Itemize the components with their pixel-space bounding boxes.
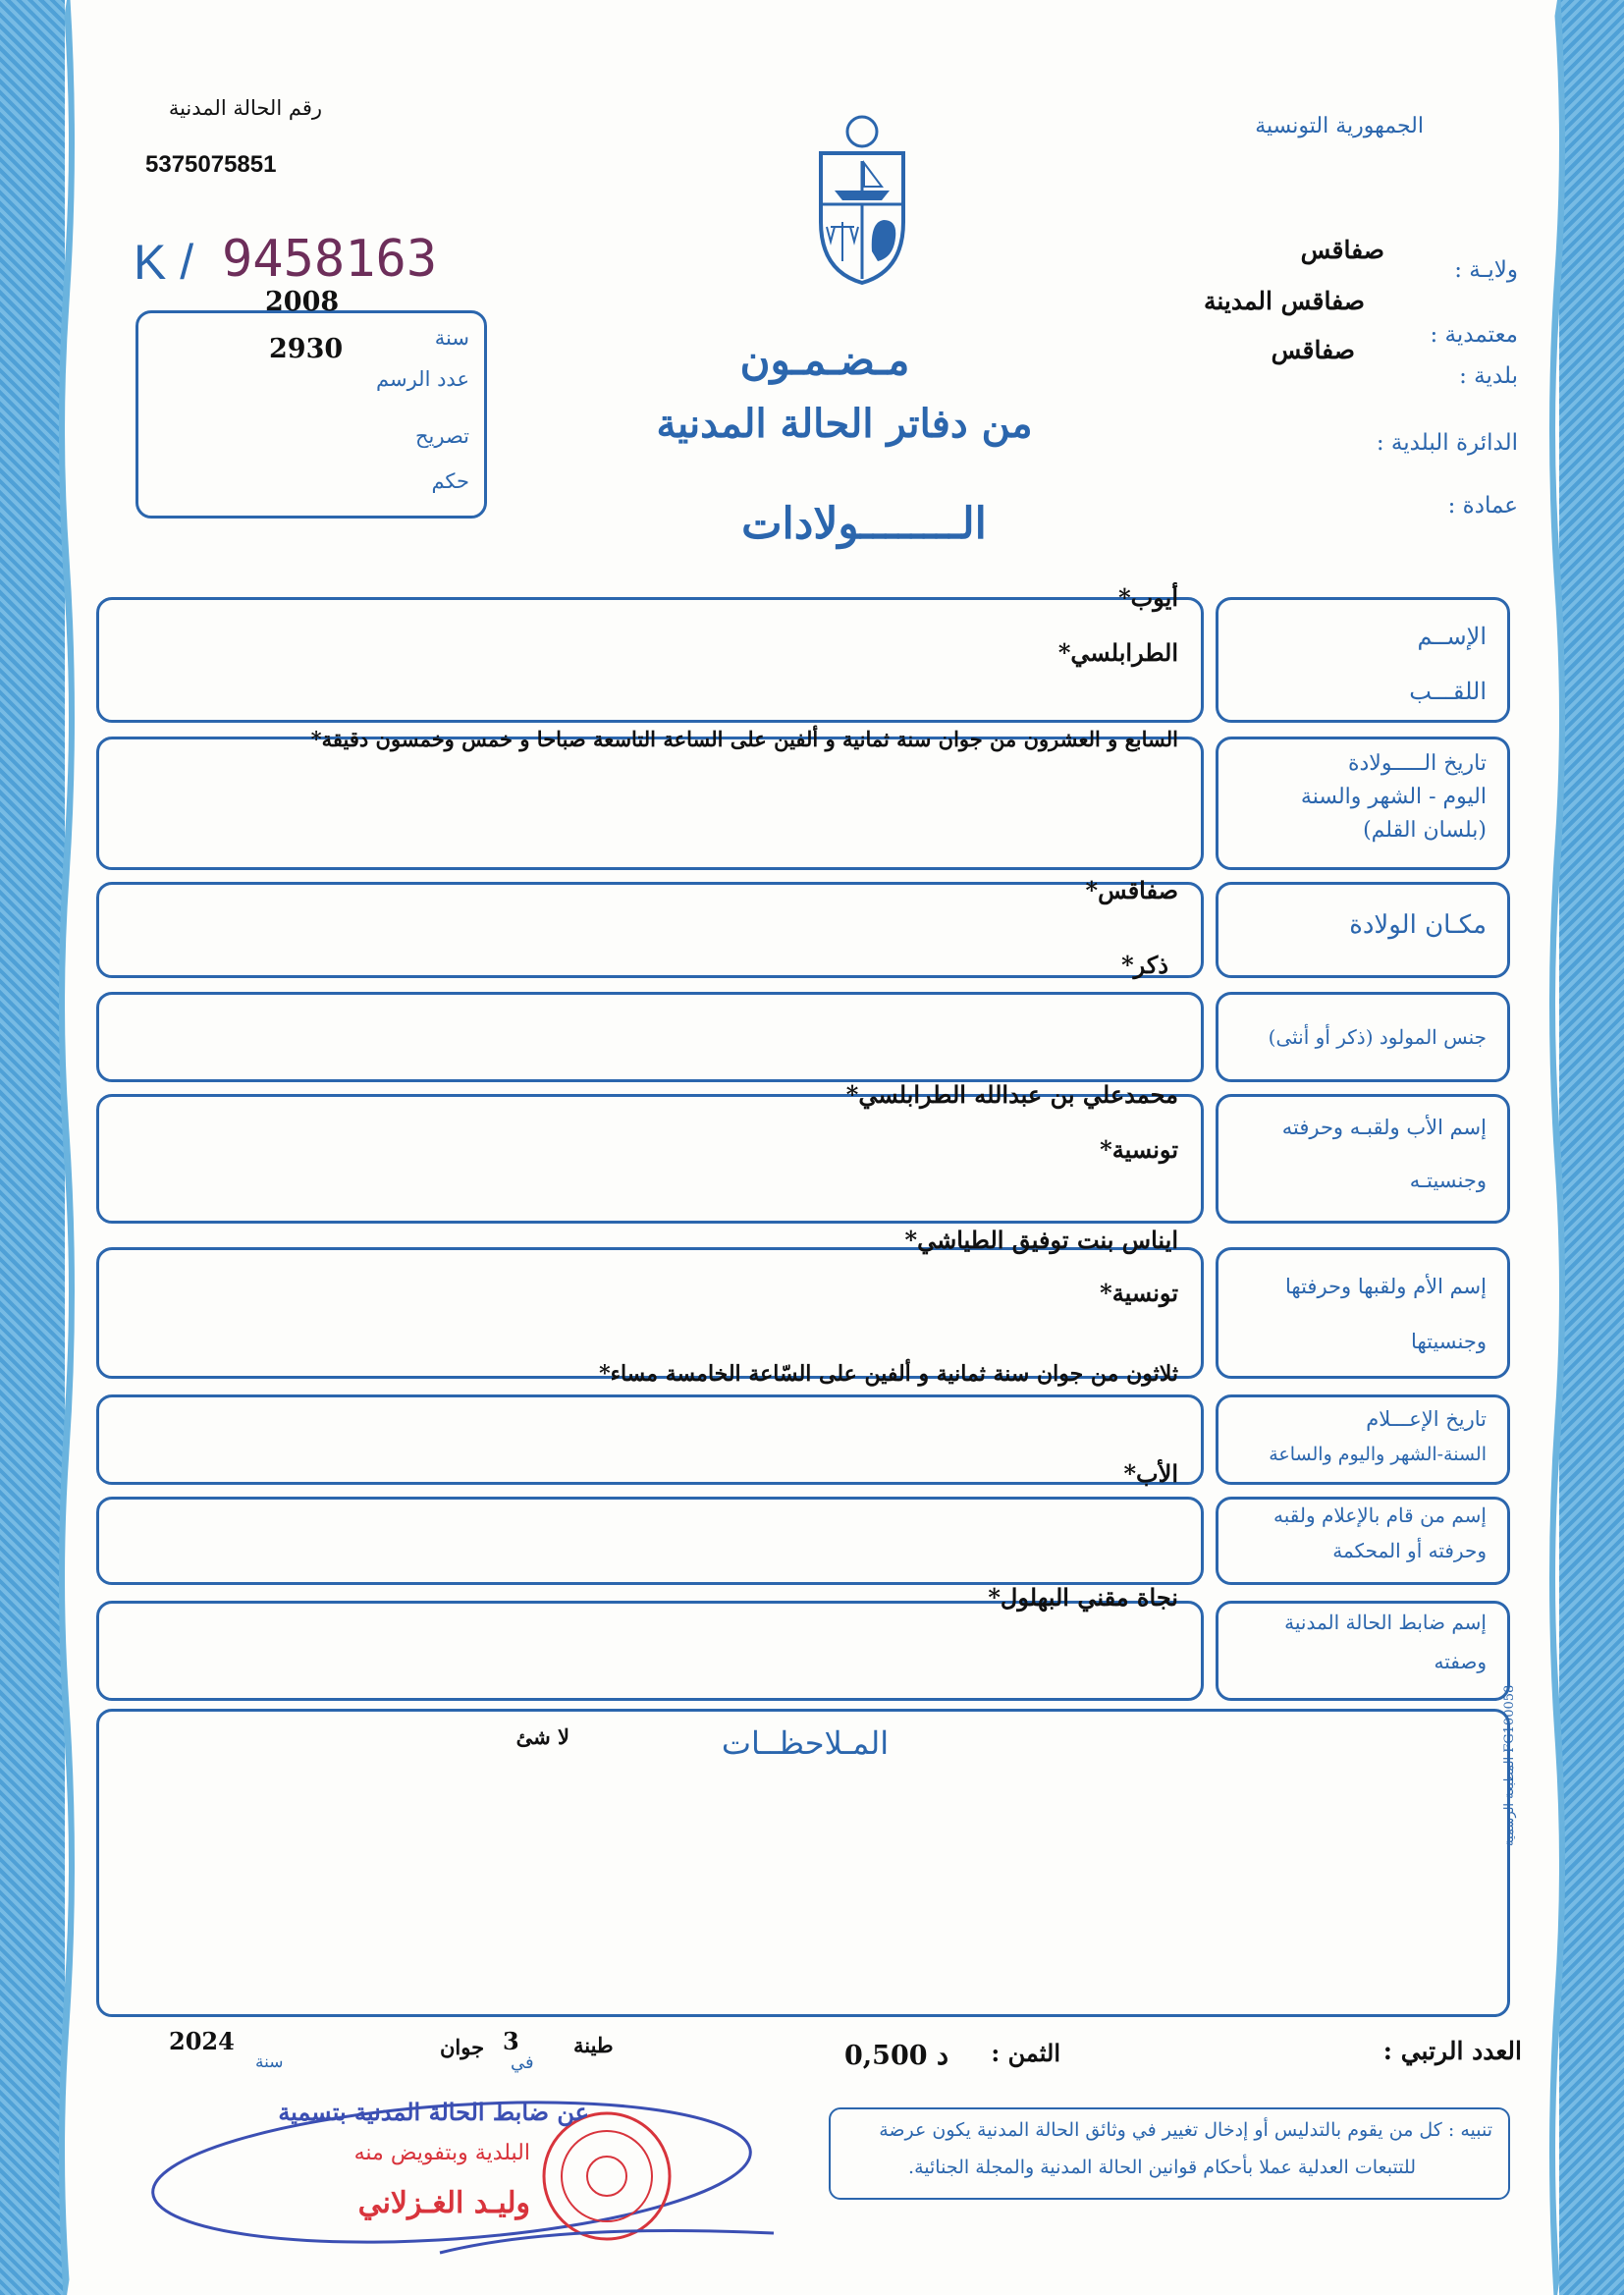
- birth-place-label: مكـان الولادة: [1349, 910, 1487, 940]
- name-label: الإســم: [1417, 623, 1487, 650]
- left-guilloche-border: [0, 0, 65, 2295]
- civil-status-number: 5375075851: [145, 151, 277, 178]
- issued-year-label: سنة: [255, 2052, 284, 2072]
- surname-value: الطرابلسي*: [1057, 638, 1178, 667]
- title-registers: من دفاتر الحالة المدنية: [656, 401, 1033, 447]
- side-print-mark: المطبعة الرسمية FG100058: [1502, 1684, 1517, 1846]
- issued-day: 3: [503, 2027, 519, 2055]
- declaration-label: تصريح: [414, 424, 469, 448]
- delegation-label: معتمدية :: [1430, 322, 1518, 348]
- serial-number: 9458163: [222, 230, 438, 289]
- surname-label: اللقـــب: [1409, 678, 1487, 705]
- tunisia-coat-of-arms-icon: [813, 114, 911, 287]
- declaration-date-label-2: السنة-الشهر واليوم والساعة: [1269, 1444, 1487, 1465]
- birth-date-label-1: تاريخ الـــــولادة: [1347, 751, 1487, 776]
- right-guilloche-border: [1559, 0, 1624, 2295]
- civil-status-number-label: رقم الحالة المدنية: [168, 96, 322, 120]
- governorate-label: ولايـة :: [1454, 257, 1518, 283]
- declaration-date-value: ثلاثون من جوان سنة ثمانية و ألفين على السّاعة الخامسة مساء*: [599, 1361, 1178, 1387]
- declarant-value: الأب*: [1123, 1459, 1178, 1488]
- birth-date-value: السابع و العشرون من جوان سنة ثمانية و ألفين على الساعة التاسعة صباحا و خمس وخمسون دقيقة*: [310, 727, 1178, 751]
- municipality-label: بلدية :: [1459, 363, 1518, 389]
- record-number-label: عدد الرسم: [376, 367, 469, 391]
- year-value: 2008: [265, 287, 340, 317]
- republic-label: الجمهورية التونسية: [1255, 114, 1424, 138]
- right-wave-edge: [1547, 0, 1567, 2295]
- remarks-value: لا شئ: [515, 1724, 569, 1749]
- delegation-value: صفاقس المدينة: [1203, 287, 1365, 315]
- sex-value: ذكر*: [1121, 951, 1168, 979]
- imada-label: عمادة :: [1447, 493, 1518, 519]
- birth-date-label-3: (بلسان القلم): [1363, 818, 1487, 843]
- declarant-label-1: إسم من قام بالإعلام ولقبه: [1273, 1503, 1487, 1527]
- mother-nationality-value: تونسية*: [1100, 1279, 1178, 1307]
- birth-place-value: صفاقس*: [1085, 876, 1178, 904]
- name-value: أيوب*: [1118, 583, 1178, 612]
- father-label-2: وجنسيتـه: [1409, 1169, 1487, 1192]
- judgment-label: حكم: [431, 469, 469, 493]
- mother-name-value: ايناس بنت توفيق الطياشي*: [904, 1226, 1178, 1254]
- stamp-signature: وليـد الغـزلاني: [357, 2186, 530, 2220]
- issued-in-label: في: [511, 2052, 534, 2073]
- sex-label: جنس المولود (ذكر أو أنثى): [1268, 1025, 1487, 1049]
- warning-line-2: للتتبعات العدلية عملا بأحكام قوانين الحالة المدنية والمجلة الجنائية.: [908, 2157, 1416, 2178]
- price-label: الثمن :: [991, 2039, 1060, 2067]
- officer-label-1: إسم ضابط الحالة المدنية: [1284, 1611, 1487, 1634]
- price-value: 0,500 د: [844, 2041, 948, 2071]
- record-number-value: 2930: [269, 334, 344, 364]
- serial-prefix: K /: [134, 235, 194, 290]
- officer-value: نجاة مقني البهلول*: [988, 1583, 1178, 1612]
- issued-place: طينة: [573, 2033, 614, 2057]
- father-nationality-value: تونسية*: [1100, 1135, 1178, 1164]
- issued-month: جوان: [440, 2035, 485, 2059]
- municipal-district-label: الدائرة البلدية :: [1376, 430, 1518, 456]
- year-label: سنة: [434, 326, 469, 350]
- declaration-date-label-1: تاريخ الإعـــلام: [1366, 1407, 1487, 1431]
- municipality-value: صفاقس: [1271, 336, 1355, 364]
- declarant-value-box: [96, 1497, 1204, 1585]
- father-name-value: محمدعلي بن عبدالله الطرابلسي*: [845, 1080, 1178, 1109]
- officer-label-2: وصفته: [1434, 1650, 1487, 1673]
- left-wave-edge: [57, 0, 77, 2295]
- warning-line-1: تنبيه : كل من يقوم بالتدليس أو إدخال تغيير في وثائق الحالة المدنية يكون عرضة: [879, 2119, 1492, 2141]
- declarant-label-2: وحرفته أو المحكمة: [1332, 1539, 1487, 1562]
- remarks-label: المـلاحظــات: [721, 1724, 890, 1762]
- serial-label: العدد الرتبي :: [1382, 2037, 1522, 2065]
- governorate-value: صفاقس: [1300, 236, 1384, 264]
- title-extract: مـضـمـون: [739, 336, 910, 384]
- birth-date-value-box: [96, 737, 1204, 870]
- officer-value-box: [96, 1601, 1204, 1701]
- mother-label-2: وجنسيتها: [1411, 1330, 1487, 1353]
- stamp-line-1: عن ضابط الحالة المدنية بتسمية: [278, 2098, 589, 2126]
- father-label-1: إسم الأب ولقبـه وحرفته: [1281, 1116, 1487, 1139]
- mother-label-1: إسم الأم ولقبها وحرفتها: [1285, 1275, 1487, 1298]
- birth-date-label-2: اليوم - الشهر والسنة: [1300, 785, 1487, 809]
- mother-value-box: [96, 1247, 1204, 1379]
- issued-year: 2024: [169, 2027, 235, 2055]
- stamp-line-2: البلدية وبتفويض منه: [353, 2141, 530, 2165]
- sex-value-box: [96, 992, 1204, 1082]
- title-births: الــــــــولادات: [741, 499, 987, 549]
